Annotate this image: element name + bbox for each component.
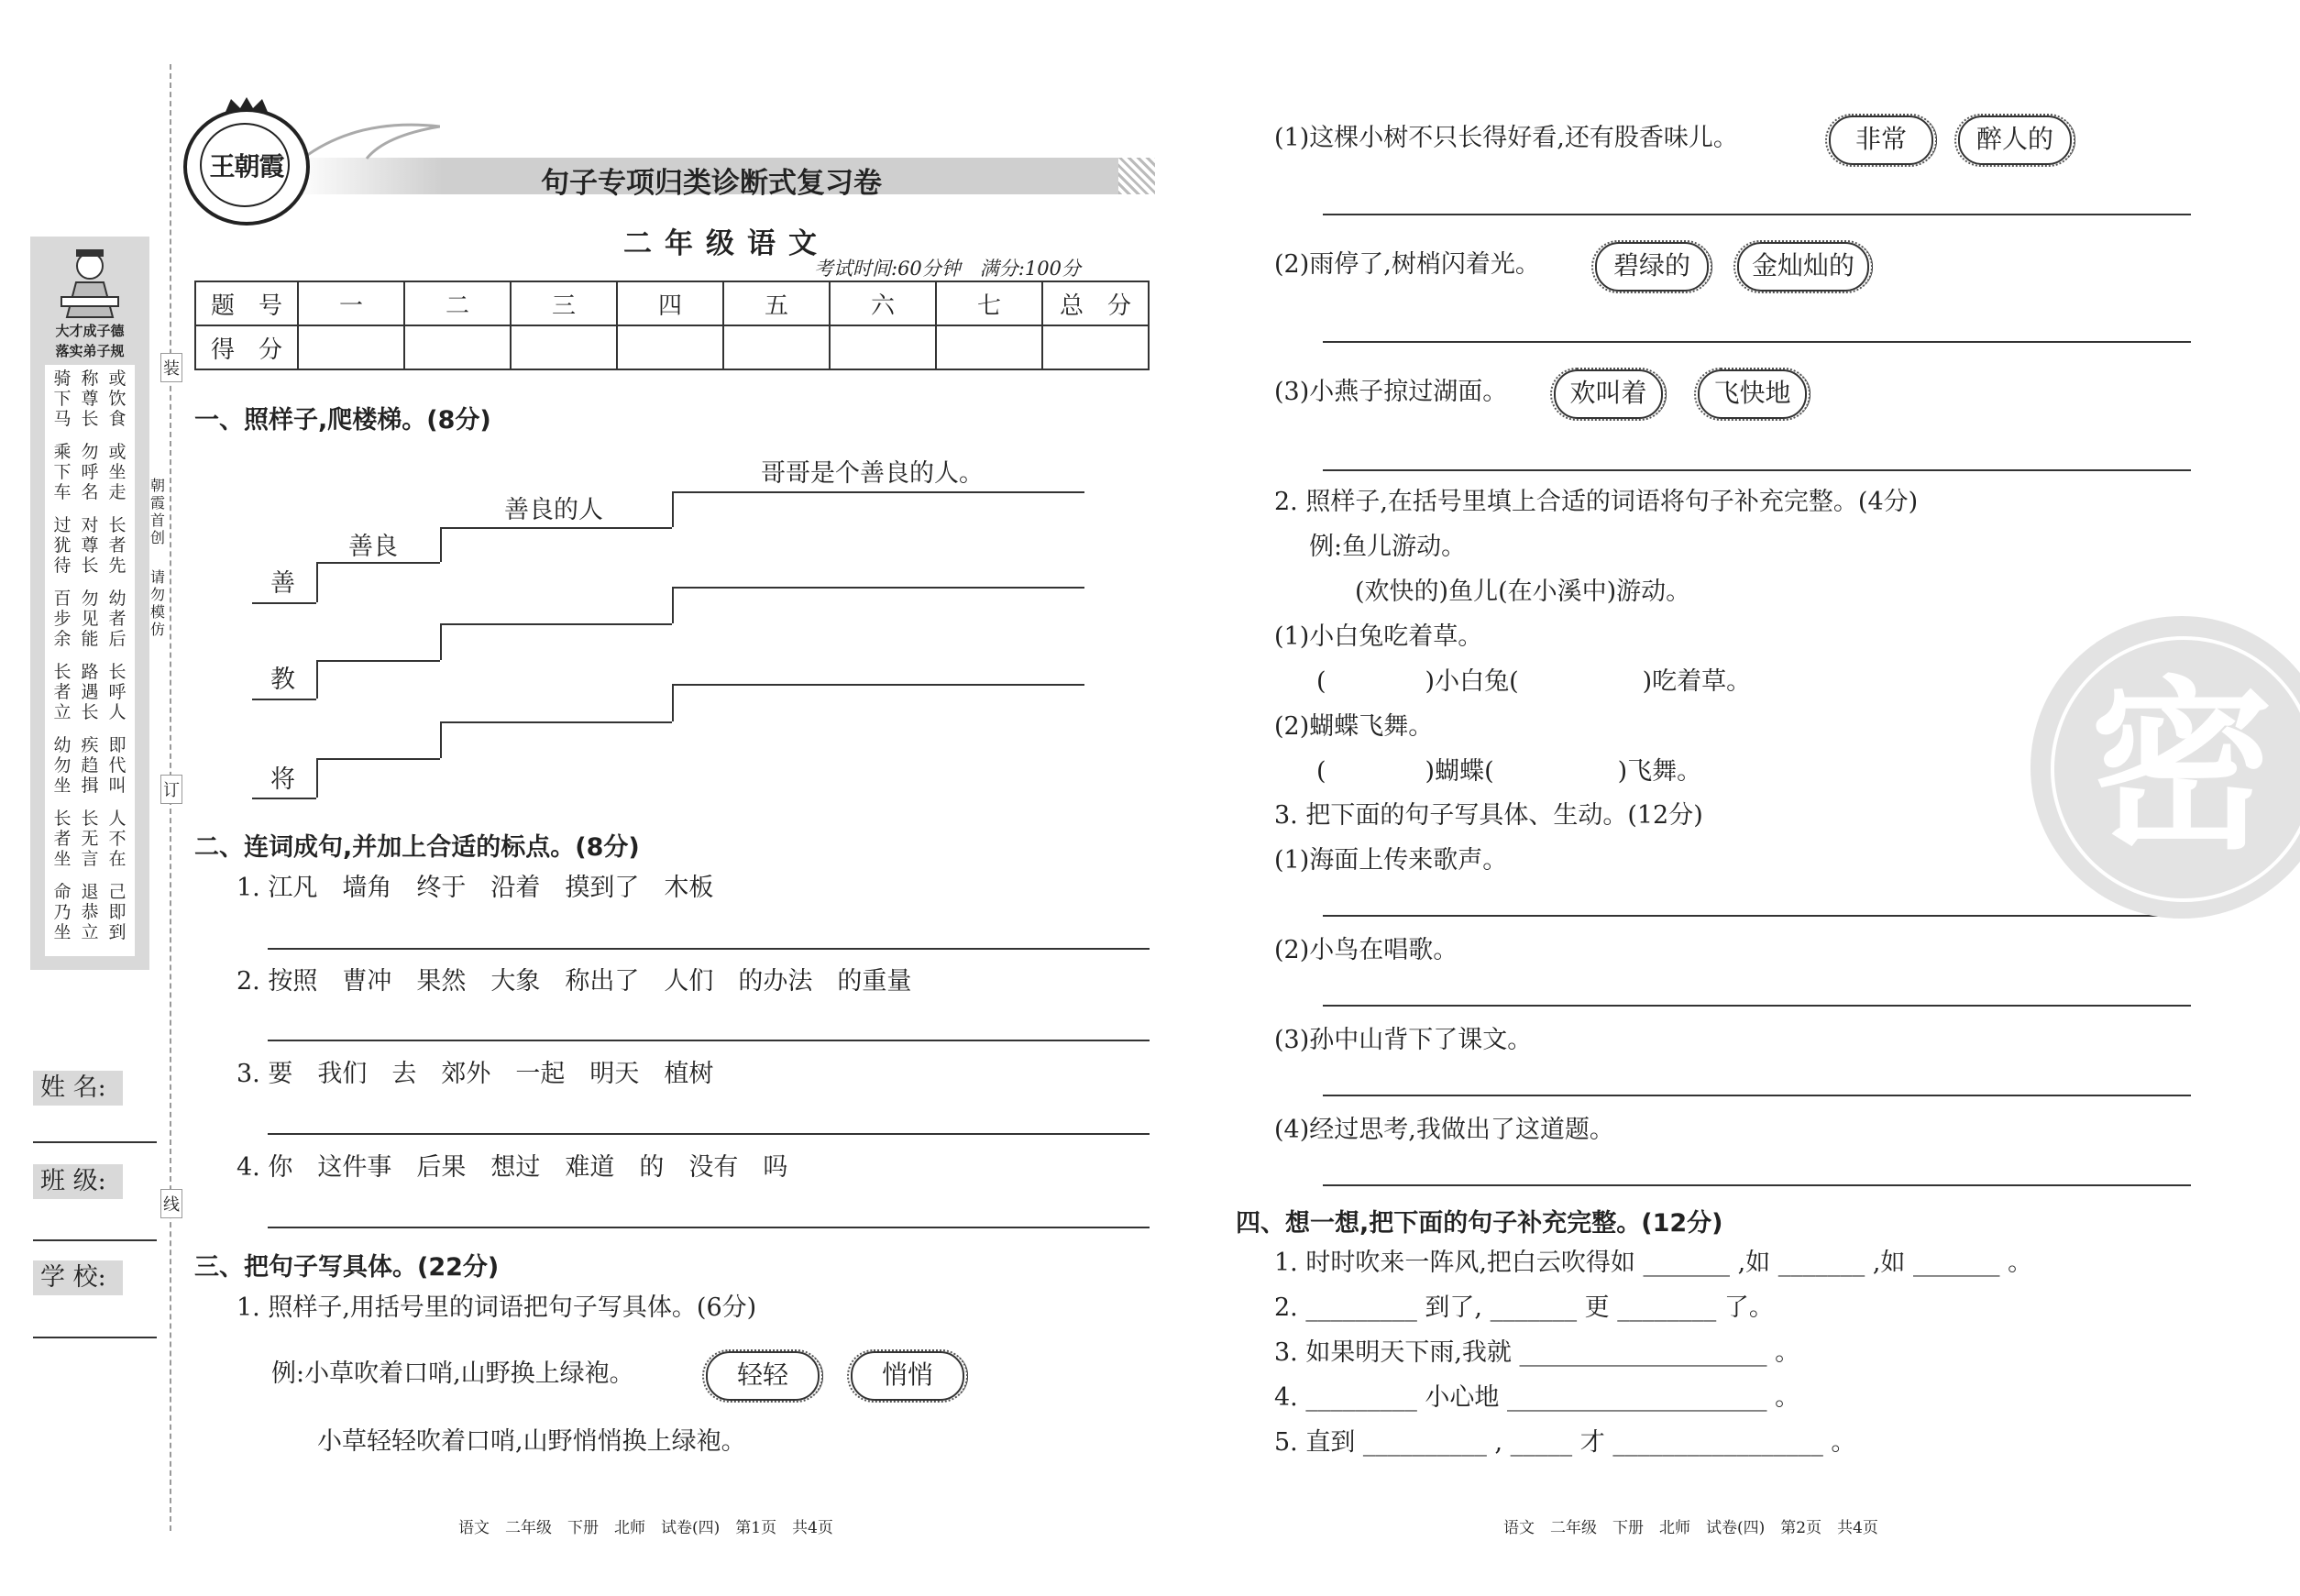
stair-word-4: 哥哥是个善良的人。 — [761, 459, 984, 488]
score-input-cell[interactable] — [404, 325, 511, 369]
subject-title: 二年级语文 — [623, 227, 830, 260]
section3-q1-title: 1. 照样子,用括号里的词语把句子写具体。(6分) — [237, 1293, 757, 1322]
word-cloud: 碧绿的 — [1595, 242, 1709, 292]
poem-column: 称尊长 — [81, 369, 99, 429]
scholar-figure-icon — [58, 246, 122, 319]
answer-line[interactable] — [1323, 915, 2191, 917]
motto-line-2: 落实弟子规 — [55, 343, 125, 359]
class-field[interactable] — [33, 1239, 157, 1241]
poem-column: 长者先 — [108, 515, 127, 576]
word-cloud: 悄悄 — [851, 1351, 964, 1401]
score-cell: 总 分 — [1042, 281, 1149, 325]
q2-item: (2)蝴蝶飞舞。 — [1274, 712, 1434, 741]
section4-title: 四、想一想,把下面的句子补充完整。(12分) — [1236, 1209, 1723, 1238]
section2-item: 1. 江凡 墙角 终于 沿着 摸到了 木板 — [237, 874, 714, 902]
motto-panel — [30, 237, 149, 970]
banner-pattern — [1118, 158, 1155, 194]
poem-column: 幼勿坐 — [53, 735, 72, 796]
name-label: 姓 名: — [33, 1071, 123, 1106]
motto-line-1: 大才成子德 — [55, 323, 125, 339]
poem-column: 疾趋揖 — [81, 735, 99, 796]
paper-title: 句子专项归类诊断式复习卷 — [541, 167, 882, 200]
poem-area — [45, 365, 135, 956]
stair-riser — [440, 721, 442, 758]
vertical-note-1: 朝霞首创 — [149, 477, 165, 546]
stair-word-2: 善良 — [348, 533, 398, 561]
poem-column: 百步余 — [53, 589, 72, 649]
poem-column: 人不在 — [108, 809, 127, 869]
score-input-cell[interactable] — [1042, 325, 1149, 369]
section2-item: 2. 按照 曹冲 果然 大象 称出了 人们 的办法 的重量 — [237, 967, 912, 996]
stair-word-base: 将 — [270, 765, 295, 794]
poem-column: 己即到 — [108, 882, 127, 942]
word-cloud: 金灿灿的 — [1737, 242, 1869, 292]
binding-label-1: 装 — [160, 353, 182, 382]
q3-item: (4)经过思考,我做出了这道题。 — [1274, 1116, 1614, 1144]
stair-step — [252, 602, 316, 604]
stair-step — [252, 699, 316, 700]
stair-riser — [672, 587, 674, 623]
stair-riser — [440, 623, 442, 660]
secret-watermark — [2030, 616, 2300, 919]
poem-column: 长者立 — [53, 662, 72, 722]
q2-fill[interactable]: ( )蝴蝶( )飞舞。 — [1316, 757, 1702, 786]
score-input-cell[interactable] — [830, 325, 936, 369]
poem-column: 勿呼名 — [81, 442, 99, 502]
stair-riser — [316, 758, 318, 798]
binding-label-2: 订 — [160, 775, 182, 804]
stair-step[interactable] — [672, 684, 1084, 686]
score-value-row — [195, 325, 1149, 369]
score-table — [194, 281, 1150, 370]
class-label: 班 级: — [33, 1164, 123, 1199]
stair-riser — [316, 562, 318, 602]
score-cell: 题 号 — [195, 281, 298, 325]
logo-text: 王朝霞 — [209, 151, 284, 182]
score-cell: 五 — [723, 281, 830, 325]
answer-line[interactable] — [268, 1227, 1150, 1228]
poem-column: 骑下马 — [53, 369, 72, 429]
poem-column: 勿见能 — [81, 589, 99, 649]
score-cell: 三 — [511, 281, 617, 325]
answer-line[interactable] — [268, 948, 1150, 950]
footer-right: 语文 二年级 下册 北师 试卷(四) 第2页 共4页 — [1503, 1519, 1878, 1537]
answer-line[interactable] — [1323, 1184, 2191, 1186]
score-input-cell[interactable] — [936, 325, 1042, 369]
binding-label-3: 线 — [160, 1189, 182, 1218]
word-cloud: 轻轻 — [706, 1351, 820, 1401]
stair-step — [252, 798, 316, 799]
poem-column: 或饮食 — [108, 369, 127, 429]
section3-q2-title: 2. 照样子,在括号里填上合适的词语将句子补充完整。(4分) — [1274, 488, 1919, 516]
poem-column: 长无言 — [81, 809, 99, 869]
stair-step[interactable] — [440, 623, 672, 625]
ribbon-decoration — [303, 108, 440, 163]
word-cloud: 非常 — [1829, 116, 1933, 165]
q2-example-2: (欢快的)鱼儿(在小溪中)游动。 — [1355, 578, 1691, 606]
stair-step — [440, 527, 672, 529]
stair-step[interactable] — [440, 721, 672, 723]
section4-item[interactable]: 1. 时时吹来一阵风,把白云吹得如 _______ ,如 _______ ,如 _______ 。 — [1274, 1249, 2033, 1277]
stair-riser — [672, 684, 674, 721]
score-cell: 六 — [830, 281, 936, 325]
answer-line[interactable] — [1323, 214, 2191, 215]
q1-item: (3)小燕子掠过湖面。 — [1274, 378, 1508, 406]
section2-item: 3. 要 我们 去 郊外 一起 明天 植树 — [237, 1060, 714, 1088]
stair-word-base: 善 — [270, 569, 295, 598]
stair-step[interactable] — [316, 758, 440, 760]
stair-riser — [440, 527, 442, 562]
section2-title: 二、连词成句,并加上合适的标点。(8分) — [194, 833, 640, 862]
school-field[interactable] — [33, 1337, 157, 1338]
poem-column: 命乃坐 — [53, 882, 72, 942]
section2-item: 4. 你 这件事 后果 想过 难道 的 没有 吗 — [237, 1153, 788, 1182]
crown-icon — [224, 95, 270, 114]
answer-line[interactable] — [1323, 1095, 2191, 1096]
q1-item: (1)这棵小树不只长得好看,还有股香味儿。 — [1274, 124, 1738, 152]
logo-seal — [183, 108, 310, 226]
word-cloud: 欢叫着 — [1554, 369, 1663, 419]
poem-column: 即代叫 — [108, 735, 127, 796]
school-label: 学 校: — [33, 1260, 123, 1295]
q3-item: (1)海面上传来歌声。 — [1274, 846, 1508, 875]
example-answer: 小草轻轻吹着口哨,山野悄悄换上绿袍。 — [317, 1427, 746, 1456]
score-cell: 二 — [404, 281, 511, 325]
score-header-row — [195, 281, 1149, 325]
section3-q3-title: 3. 把下面的句子写具体、生动。(12分) — [1274, 801, 1703, 830]
poem-column: 长呼人 — [108, 662, 127, 722]
section4-item[interactable]: 4. _________ 小心地 _____________________ 。 — [1274, 1383, 1800, 1412]
answer-line[interactable] — [1323, 1005, 2191, 1007]
score-cell: 七 — [936, 281, 1042, 325]
section1-title: 一、照样子,爬楼梯。(8分) — [194, 406, 491, 435]
q2-fill[interactable]: ( )小白兔( )吃着草。 — [1316, 667, 1752, 696]
stair-step — [672, 491, 1084, 493]
exam-info: 考试时间:60分钟 满分:100分 — [814, 258, 1081, 280]
poem-column: 路遇长 — [81, 662, 99, 722]
poem-column: 长者坐 — [53, 809, 72, 869]
score-input-cell[interactable] — [511, 325, 617, 369]
q1-item: (2)雨停了,树梢闪着光。 — [1274, 250, 1540, 279]
poem-column: 对尊长 — [81, 515, 99, 576]
section3-title: 三、把句子写具体。(22分) — [194, 1253, 500, 1282]
section4-item[interactable]: 5. 直到 __________ , _____ 才 _________________ 。 — [1274, 1428, 1856, 1457]
poem-column: 过犹待 — [53, 515, 72, 576]
q3-item: (2)小鸟在唱歌。 — [1274, 936, 1458, 964]
q3-item: (3)孙中山背下了课文。 — [1274, 1026, 1533, 1054]
section4-item[interactable]: 2. _________ 到了, _______ 更 ________ 了。 — [1274, 1293, 1774, 1322]
score-cell: 四 — [617, 281, 723, 325]
stair-riser — [316, 660, 318, 699]
poem-column: 乘下车 — [53, 442, 72, 502]
stair-riser — [672, 491, 674, 527]
stair-word-base: 教 — [270, 666, 295, 694]
vertical-note-2: 请勿模仿 — [149, 568, 165, 638]
answer-line[interactable] — [1323, 469, 2191, 471]
q2-item: (1)小白兔吃着草。 — [1274, 622, 1483, 651]
stair-word-3: 善良的人 — [504, 496, 603, 524]
footer-left: 语文 二年级 下册 北师 试卷(四) 第1页 共4页 — [458, 1519, 833, 1537]
watermark-char: 密 — [2089, 659, 2273, 875]
word-cloud: 飞快地 — [1698, 369, 1807, 419]
answer-line[interactable] — [268, 1040, 1150, 1041]
score-input-cell[interactable] — [617, 325, 723, 369]
word-cloud: 醉人的 — [1958, 116, 2072, 165]
score-label-cell: 得 分 — [195, 325, 298, 369]
poem-column: 幼者后 — [108, 589, 127, 649]
score-input-cell[interactable] — [723, 325, 830, 369]
score-cell: 一 — [298, 281, 404, 325]
example-sentence: 例:小草吹着口哨,山野换上绿袍。 — [271, 1359, 634, 1388]
stair-step[interactable] — [672, 587, 1084, 589]
q2-example-1: 例:鱼儿游动。 — [1309, 533, 1467, 561]
stair-step[interactable] — [316, 660, 440, 662]
answer-line[interactable] — [268, 1133, 1150, 1135]
poem-column: 退恭立 — [81, 882, 99, 942]
name-field[interactable] — [33, 1141, 157, 1143]
poem-column: 或坐走 — [108, 442, 127, 502]
score-input-cell[interactable] — [298, 325, 404, 369]
section4-item[interactable]: 3. 如果明天下雨,我就 ____________________ 。 — [1274, 1338, 1800, 1367]
answer-line[interactable] — [1323, 341, 2191, 343]
